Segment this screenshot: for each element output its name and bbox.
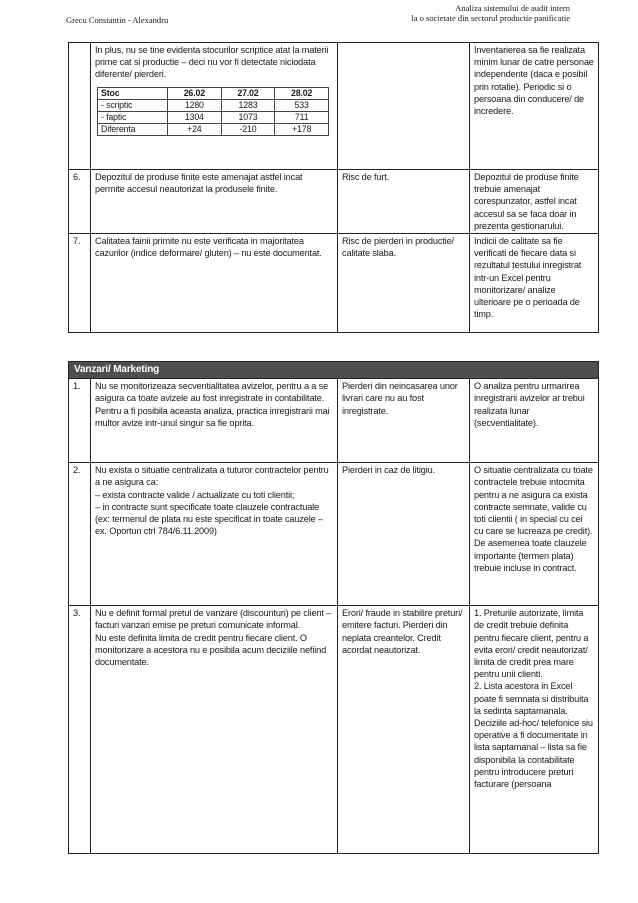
recommendation-cell: O analiza pentru urmarirea inregistrarii avizelor ar trebui realizata lunar (secventialitate). bbox=[470, 379, 599, 463]
row-number-cell: 7. bbox=[69, 234, 91, 333]
stock-table-row bbox=[98, 123, 329, 135]
stock-cell: - scriptic bbox=[98, 99, 168, 111]
stock-cell: +178 bbox=[275, 123, 329, 135]
recommendation-cell: O situatie centralizata cu toate contractele trebuie intocmita pentru a ne asigura ca exista contracte semnate, valide cu toti clientii ( in special cu cei cu care se lucreaza pe credit). De asemenea toate clauzele importante (termen plata) trebuie incluse in contract. bbox=[470, 463, 599, 606]
table-row bbox=[69, 170, 599, 234]
row-number-cell: 1. bbox=[69, 379, 91, 463]
row-number-cell: 3. bbox=[69, 606, 91, 854]
risk-cell: Risc de pierderi in productie/ calitate slaba. bbox=[338, 234, 470, 333]
issue-bullet: – exista contracte valide / actualizate cu toti clientii; bbox=[95, 489, 295, 500]
section-title: Vanzari/ Marketing bbox=[69, 362, 599, 379]
stock-header-cell: 27.02 bbox=[221, 87, 275, 99]
stock-table-row bbox=[98, 111, 329, 123]
stock-header-cell: 26.02 bbox=[168, 87, 222, 99]
row-number-cell bbox=[69, 43, 91, 170]
stock-cell: 1280 bbox=[168, 99, 222, 111]
stock-table bbox=[97, 87, 329, 136]
stock-cell: -210 bbox=[221, 123, 275, 135]
table-row bbox=[69, 463, 599, 606]
table-row bbox=[69, 234, 599, 333]
issue-cell: Calitatea fainii primite nu este verificata in majoritatea cazurilor (indice deformare/ gluten) – nu este documentat. bbox=[91, 234, 338, 333]
row-number-cell: 6. bbox=[69, 170, 91, 234]
header-title-line2: la o societate din sectorul productie panificatie bbox=[411, 13, 570, 23]
stock-cell: - faptic bbox=[98, 111, 168, 123]
risk-cell bbox=[338, 43, 470, 170]
risk-cell: Pierderi din neincasarea unor livrari care nu au fost inregistrate. bbox=[338, 379, 470, 463]
table-row bbox=[69, 43, 599, 170]
stock-header-cell: Stoc bbox=[98, 87, 168, 99]
stock-cell: 1283 bbox=[221, 99, 275, 111]
risk-cell: Risc de furt. bbox=[338, 170, 470, 234]
stock-cell: 711 bbox=[275, 111, 329, 123]
table-row bbox=[69, 606, 599, 854]
issue-intro: Nu exista o situatie centralizata a tuturor contractelor pentru a ne asigura ca: bbox=[95, 465, 329, 488]
stock-cell: 1304 bbox=[168, 111, 222, 123]
stock-cell: Diferenta bbox=[98, 123, 168, 135]
stock-cell: +24 bbox=[168, 123, 222, 135]
header-title-line1: Analiza sistemului de audit intern bbox=[455, 3, 570, 13]
recommendation-cell: Depozitul de produse finite trebuie amenajat corespunzator, astfel incat accesul sa se faca doar in prezenta gestionarului. bbox=[470, 170, 599, 234]
risk-cell: Pierderi in caz de litigiu. bbox=[338, 463, 470, 606]
recommendation-cell bbox=[470, 606, 599, 854]
issue-cell bbox=[91, 463, 338, 606]
stock-cell: 533 bbox=[275, 99, 329, 111]
stock-cell: 1073 bbox=[221, 111, 275, 123]
issue-bullet: – in contracte sunt specificate toate clauzele contractuale (ex: termenul de plata nu este specificat in toate cauzele – ex. Oportun ctrl 784/6.11.2009) bbox=[95, 501, 323, 537]
stock-table-row bbox=[98, 99, 329, 111]
issue-cell bbox=[91, 43, 338, 170]
stock-table-header bbox=[98, 87, 329, 99]
issue-cell: Depozitul de produse finite este amenajat astfel incat permite accesul neautorizat la produsele finite. bbox=[91, 170, 338, 234]
issue-text: In plus, nu se tine evidenta stocurilor scriptice atat la materii prime cat si productie – deci nu vor fi detectate niciodata diferente/ pierderi. bbox=[95, 45, 329, 80]
header-author: Grecu Constantin - Alexandru bbox=[66, 15, 169, 25]
issue-cell: Nu e definit formal pretul de vanzare (discounturi) pe client – facturi vanzari emise pe preturi comunicate informal. Nu este definita limita de credit pentru fiecare client. O monitorizare a acestora nu e posibila acum deciziile nefiind documentate. bbox=[91, 606, 338, 854]
table-row bbox=[69, 379, 599, 463]
header-title bbox=[411, 3, 570, 23]
stock-header-cell: 28.02 bbox=[275, 87, 329, 99]
audit-table-production bbox=[68, 42, 599, 333]
risk-cell: Erori/ fraude in stabilire preturi/ emitere facturi. Pierderi din neplata creantelor. Credit acordat neautorizat. bbox=[338, 606, 470, 854]
recommendation-item: 1. Preturile autorizate, limita de credit trebuie definita pentru fiecare client, pentru a evita erori/ credit neautorizat/ limita de credit prea mare pentru unii clienti. bbox=[474, 608, 589, 680]
row-number-cell: 2. bbox=[69, 463, 91, 606]
recommendation-item: 2. Lista acestora in Excel poate fi semnata si distribuita la sedinta saptamanala. Deciziile ad-hoc/ telefonice siu operative a fi documentate in lista saptamanal – lista sa fie disponibila la contabilitate pentru introducere preturi facturare (persoana bbox=[474, 681, 593, 790]
recommendation-cell: Indicii de calitate sa fie verificati de fiecare data si rezultatul testului inregistrat intr-un Excel pentru monitorizare/ analize ulterioare pe o perioada de timp. bbox=[470, 234, 599, 333]
recommendation-cell: Inventarierea sa fie realizata minim lunar de catre personae independente (daca e posibil prin rotatie). Periodic si o persoana din conducere/ de incredere. bbox=[470, 43, 599, 170]
issue-cell: Nu se monitorizeaza secventialitatea avizelor, pentru a a se asigura ca toate avizele au fost inregistrate in contabilitate. Pentru a fi posibila aceasta analiza, practica inregistrarii mai multor avize intr-unul singur sa fie oprita. bbox=[91, 379, 338, 463]
section-header-row bbox=[69, 362, 599, 379]
audit-table-sales bbox=[68, 361, 599, 854]
